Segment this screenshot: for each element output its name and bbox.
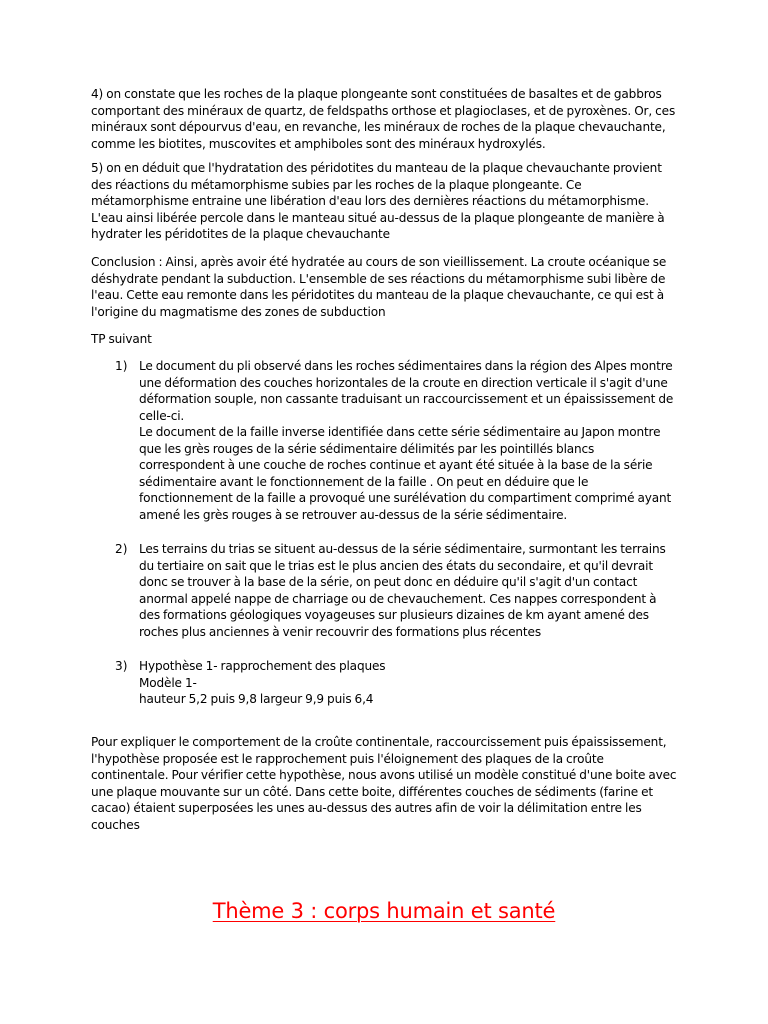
paragraph-4: 4) on constate que les roches de la plaque plongeante sont constituées de basaltes et de gabbros comportant des minéraux de quartz, de feldspaths orthose et plagioclases, et de pyroxènes. Or, ces minéraux sont dépourvus d'eau, en revanche, les minéraux de roches de la plaque chevauchante, comme les biotites, muscovites et amphiboles sont des minéraux hydroxylés. [91,87,676,151]
list-body-3 [139,658,679,708]
tp-label: TP suivant [91,332,152,346]
list-item-1 [91,358,679,528]
list-number-2: 2) [115,542,128,556]
list-item-2 [91,541,679,641]
list-body-2 [139,541,679,640]
list-3-model: Modèle 1- [139,675,197,690]
list-1-text-faille: Le document de la faille inverse identifiée dans cette série sédimentaire au Japon montre que les grès rouges de la série sédimentaire délimités par les pointillés blancs correspondent à une couche de roches continue et ayant été située à la base de la série sédimentaire avant le fonctionnement de la faille . On peut en déduire que le fonctionnement de la faille a provoqué une surélévation du compartiment comprimé ayant amené les grès rouges à se retrouver au-dessus de la série sédimentaire. [139,425,672,522]
theme-heading: Thème 3 : corps humain et santé [212,899,556,923]
list-number-1: 1) [115,359,128,373]
list-number-3: 3) [115,659,128,673]
paragraph-5: 5) on en déduit que l'hydratation des péridotites du manteau de la plaque chevauchante provient des réactions du métamorphisme subies par les roches de la plaque plongeante. Ce métamorphisme entraine une libération d'eau lors des dernières réactions du métamorphisme. L'eau ainsi libérée percole dans le manteau situé au-dessus de la plaque plongeante de manière à hydrater les péridotites de la plaque chevauchante [91,161,665,241]
list-3-hypothesis: Hypothèse 1- rapprochement des plaques [139,659,386,673]
list-2-text-trias: Les terrains du trias se situent au-dessus de la série sédimentaire, surmontant les terrains du tertiaire on sait que le trias est le plus ancien des états du secondaire, et qu'il devrait donc se trouver à la base de la série, on peut donc en déduire qu'il s'agit d'un contact anormal appelé nappe de charriage ou de chevauchement. Ces nappes correspondent à des formations géologiques voyageuses sur plusieurs dizaines de km ayant amené des roches plus anciennes à venir recouvrir des formations plus récentes [139,542,666,639]
model-paragraph: Pour expliquer le comportement de la croûte continentale, raccourcissement puis épaississement, l'hypothèse proposée est le rapprochement puis l'éloignement des plaques de la croûte continentale. Pour vérifier cette hypothèse, nous avons utilisé un modèle constitué d'une boite avec une plaque mouvante sur un côté. Dans cette boite, différentes couches de sédiments (farine et cacao) étaient superposées les unes au-dessus des autres afin de voir la délimitation entre les couches [91,735,677,832]
list-item-3 [91,658,679,710]
list-1-text-pli: Le document du pli observé dans les roches sédimentaires dans la région des Alpes montre une déformation des couches horizontales de la croute en direction verticale il s'agit d'une déformation souple, non cassante traduisant un raccourcissement et un épaississement de celle-ci. [139,359,674,423]
list-body-1 [139,358,679,523]
list-3-measurements: hauteur 5,2 puis 9,8 largeur 9,9 puis 6,4 [139,692,374,706]
conclusion-paragraph: Conclusion : Ainsi, après avoir été hydratée au cours de son vieillissement. La croute océanique se déshydrate pendant la subduction. L'ensemble de ses réactions du métamorphisme subi libère de l'eau. Cette eau remonte dans les péridotites du manteau de la plaque chevauchante, ce qui est à l'origine du magmatisme des zones de subduction [91,255,667,319]
